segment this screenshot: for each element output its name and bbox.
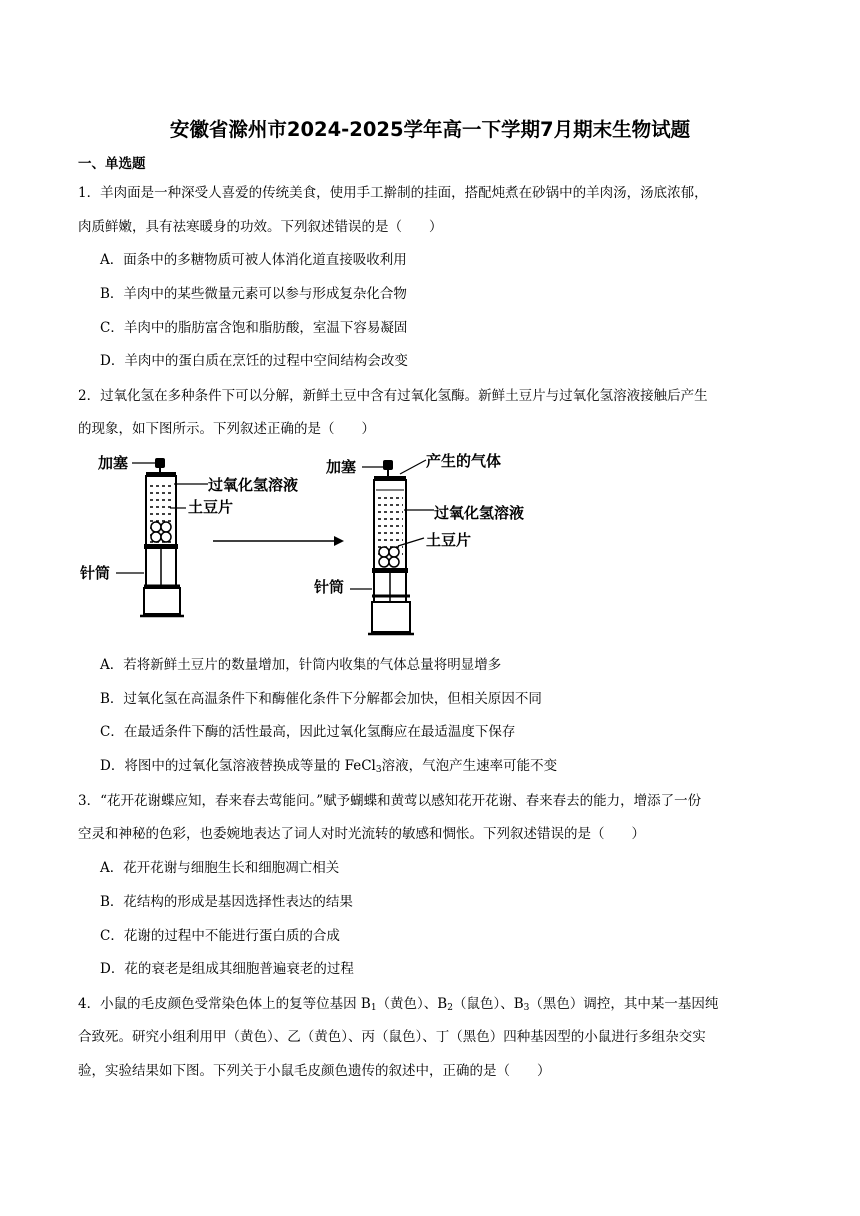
right-potato-label: 土豆片: [426, 531, 472, 549]
left-potato-label: 土豆片: [188, 498, 234, 516]
q2-option-d-subscript: 3: [375, 765, 382, 775]
q2-stem-line2: 的现象，如下图所示。下列叙述正确的是（ ）: [78, 421, 375, 437]
q2-option-d: [100, 754, 557, 775]
left-syringe-label: 针筒: [80, 564, 111, 582]
q1-stem-line2: 肉质鲜嫩，具有祛寒暖身的功效。下列叙述错误的是（ ）: [78, 219, 443, 235]
left-plug-label: 加塞: [98, 454, 129, 472]
transition-arrow: [213, 536, 344, 546]
q2-option-b: B．过氧化氢在高温条件下和酶催化条件下分解都会加快，但相关原因不同: [100, 691, 542, 707]
q4-stem-line3: 验，实验结果如下图。下列关于小鼠毛皮颜色遗传的叙述中，正确的是（ ）: [78, 1063, 551, 1079]
right-gas-label: 产生的气体: [426, 452, 502, 470]
q2-stem-line1: 2．过氧化氢在多种条件下可以分解，新鲜土豆中含有过氧化氢酶。新鲜土豆片与过氧化氢溶液接触后产生: [78, 388, 708, 404]
q4-subscript-3: 3: [523, 1003, 530, 1013]
q1-option-b: B．羊肉中的某些微量元素可以参与形成复杂化合物: [100, 286, 407, 302]
q3-option-b: B．花结构的形成是基因选择性表达的结果: [100, 894, 353, 910]
q4-subscript-2: 2: [447, 1003, 453, 1013]
section-heading: 一、单选题: [78, 156, 146, 172]
q3-stem-line1: 3．“花开花谢蝶应知，春来春去莺能问。”赋予蝴蝶和黄莺以感知花开花谢、春来春去的能力，增添了一份: [78, 793, 702, 809]
q3-stem-line2: 空灵和神秘的色彩，也委婉地表达了词人对时光流转的敏感和惆怅。下列叙述错误的是（ ）: [78, 826, 645, 842]
q3-option-d: D．花的衰老是组成其细胞普遍衰老的过程: [100, 961, 354, 977]
q4-line1-part-b: （黄色）、B: [376, 996, 448, 1012]
q1-option-d: D．羊肉中的蛋白质在烹饪的过程中空间结构会改变: [100, 353, 408, 369]
q4-line1-part-d: （黑色）调控，其中某一基因纯: [529, 996, 719, 1012]
page-title: 安徽省滁州市2024-2025学年高一下学期7月期末生物试题: [169, 118, 691, 141]
q1-option-c: C．羊肉中的脂肪富含饱和脂肪酸，室温下容易凝固: [100, 320, 408, 336]
right-syringe-label: 针筒: [314, 578, 345, 596]
q4-stem-line2: 合致死。研究小组利用甲（黄色）、乙（黄色）、丙（鼠色）、丁（黑色）四种基因型的小鼠进行多组杂交实: [78, 1029, 706, 1045]
q3-option-c: C．花谢的过程中不能进行蛋白质的合成: [100, 928, 340, 944]
right-syringe: [314, 452, 524, 634]
q2-option-d-text-2: 溶液，气泡产生速率可能不变: [381, 758, 558, 774]
right-plug-label: 加塞: [326, 458, 357, 476]
q4-line1-part-c: （鼠色）、B: [452, 996, 524, 1012]
q2-option-a: A．若将新鲜土豆片的数量增加，针筒内收集的气体总量将明显增多: [100, 657, 502, 673]
left-solution-label: 过氧化氢溶液: [208, 476, 299, 494]
q4-stem-line1: [78, 992, 718, 1013]
q4-subscript-1: 1: [370, 1003, 377, 1013]
q2-option-d-text-1: D．将图中的过氧化氢溶液替换成等量的 FeCl: [100, 758, 376, 774]
q1-option-a: A．面条中的多糖物质可被人体消化道直接吸收利用: [100, 252, 407, 268]
right-solution-label: 过氧化氢溶液: [434, 504, 525, 522]
q3-option-a: A．花开花谢与细胞生长和细胞凋亡相关: [100, 860, 340, 876]
q4-line1-part-a: 4．小鼠的毛皮颜色受常染色体上的复等位基因 B: [78, 996, 371, 1012]
q2-option-c: C．在最适条件下酶的活性最高，因此过氧化氢酶应在最适温度下保存: [100, 724, 516, 740]
syringe-diagram: [78, 446, 558, 641]
left-syringe: [80, 454, 298, 616]
q1-stem-line1: 1．羊肉面是一种深受人喜爱的传统美食，使用手工擀制的挂面，搭配炖煮在砂锅中的羊肉汤，汤底浓郁，: [78, 185, 708, 201]
